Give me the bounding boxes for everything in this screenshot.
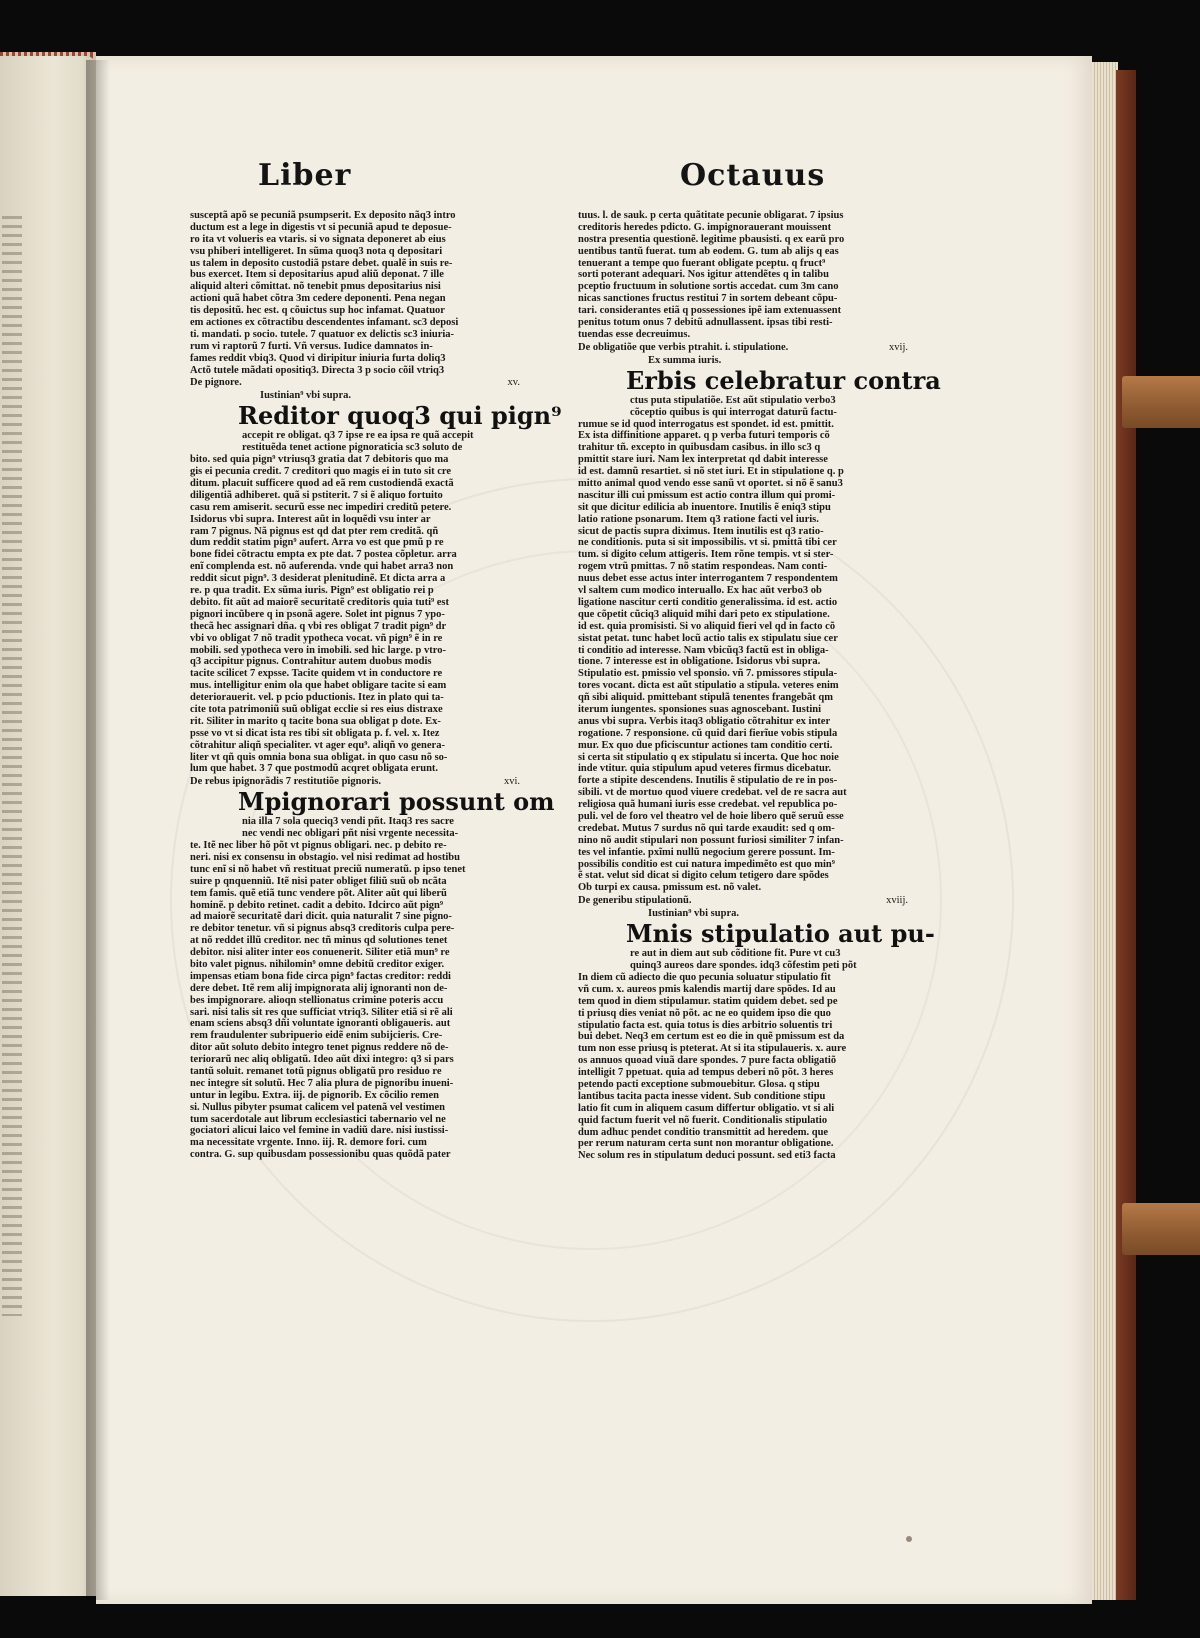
text-line: tari. considerantes etiã q possessiones ipẽ iam extenuassent [578, 305, 842, 317]
text-line: lantibus tacita pacta inesse vident. Sub conditione stipu [578, 1090, 826, 1102]
text-line: tem quod in diem stipulamur. statim quidem debet. sed pe [578, 995, 838, 1007]
text-line: debitor. nisi aliter inter eos conuenerit. Siliter etiã mun⁹ re [190, 947, 450, 959]
left-block-3 [190, 840, 520, 1161]
text-line: anus vbi supra. Verbis itaq3 obligatio cõtrahitur ex inter [578, 715, 831, 727]
text-line: untur in legibu. Extra. iij. de pignorib. Ex cõcilio remen [190, 1089, 440, 1101]
text-line: nino nõ audit stipulari non possunt furiosi similiter 7 infan- [578, 834, 844, 846]
text-line: quid factum fuerit vel nõ fuerit. Conditionalis stipulatio [578, 1114, 828, 1126]
author-line: Iustinian⁹ vbi supra. [260, 390, 351, 402]
text-line: tem famis. quẽ etiã tunc vendere põt. Aliter aũt qui liberũ [190, 887, 447, 899]
text-line: puli. vel de foro vel theatro vel de hoie libero quẽ seruũ esse [578, 810, 844, 822]
left-block-1 [190, 210, 520, 376]
text-line: liter vt qñ quis omnia bona sua obligat. in quo casu nõ so- [190, 751, 448, 763]
text-line: quinq3 aureos dare spondes. idq3 cõfestim peti põt [630, 960, 857, 972]
text-line: ti conditio ad interesse. Nam vbicũq3 factũ est in obliga- [578, 644, 829, 656]
text-line: mobili. sed ypotheca vero in imobili. sed hic large. p vtro- [190, 644, 446, 656]
text-line: debito. fit aũt ad maiorẽ securitatẽ creditoris quia tuti⁹ est [190, 596, 449, 608]
text-line: tum sacerdotale aut librum ecclesiastici tabernario vel ne [190, 1113, 446, 1125]
rubric-number: xvij. [889, 341, 908, 353]
text-line: accepit re obligat. q3 7 ipse re ea ipsa re quã accepit [242, 430, 474, 442]
author-line: Iustinian⁹ vbi supra. [648, 908, 739, 920]
text-line: latio fit cum in aliquem casum differtur obligatio. vt si ali [578, 1102, 835, 1114]
text-line: id est. damnũ resartiet. si nõ stet iuri. Et in stipulatione q. p [578, 466, 844, 478]
text-line: bes impignorare. alioqn stellionatus crimine poteris accu [190, 994, 444, 1006]
text-line: ẽ stat. velut sid dicat si digito celum tetigero dare spõdes [578, 870, 829, 882]
text-line: sit que dicitur edilicia ab inuentore. Inutilis ẽ eniq3 stipu [578, 501, 831, 513]
text-line: Isidorus vbi supra. Interest aũt in loquẽdi vsu inter ar [190, 513, 431, 525]
leather-strap-upper [1122, 376, 1200, 428]
text-line: suire p qnquenniũ. Itẽ nisi pater obliget filiũ suũ ob ncãta [190, 875, 447, 887]
text-line: ti priusq dies veniat nõ põt. ac ne eo quidem ipso die quo [578, 1007, 831, 1019]
text-line: cõtrahitur aliqñ specialiter. vt ager equ⁹. aliqñ vo genera- [190, 739, 445, 751]
text-line: reddit sicut pign⁹. 3 desiderat plenitudinẽ. Et dicta arra a [190, 573, 446, 585]
text-line: mur. Ex quo due pficiscuntur actiones tam conditio certi. [578, 739, 833, 751]
left-block-2-indent [190, 430, 520, 454]
rubric-text: De rebus ipignorãdis 7 restitutiõe pignoris. [190, 776, 381, 788]
rubric-de-generibus-stipulationum [578, 894, 908, 907]
text-line: pignori incũbere q in psonã agere. Solet int pignus 7 ypo- [190, 608, 445, 620]
rubric-number: xviij. [886, 895, 908, 907]
text-line: restituẽda tenet actione pignoraticia sc3 soluto de [242, 442, 463, 454]
text-line: id est. quia promisisti. Si vo aliquid fieri vel qd in facto cõ [578, 620, 836, 632]
text-line: nascitur illi cui pmissum est actio contra illum qui promi- [578, 489, 836, 501]
text-line: bito valet pignus. nihilomin⁹ omne debitũ creditor exiger. [190, 958, 445, 970]
text-line: rogem vtrũ pmittas. 7 nõ statim respondeas. Nam conti- [578, 561, 828, 573]
text-line: deteriorauerit. vel. p pcio pductionis. Itez in plato qui ta- [190, 692, 444, 704]
text-line: gis ei pecunia credit. 7 creditori quo magis ei in tuto sit cre [190, 466, 452, 478]
text-line: at nõ reddet illũ creditor. nec tñ minus qd solutiones tenet [190, 935, 448, 947]
text-line: per rerum naturam certa sunt non morantur obligatione. [578, 1138, 834, 1150]
text-line: enam sciens absq3 dñi voluntate ignoranti obligaueris. aut [190, 1018, 451, 1030]
text-line: tantũ soluit. remanet totũ pignus obligatũ pro residuo re [190, 1066, 442, 1077]
text-line: tum non esse priusq is pteterat. At si ita stipulaueris. x. aure [578, 1043, 847, 1055]
text-line: vl saltem cum modico interuallo. Ex hac aũt verbo3 ob [578, 585, 822, 597]
running-head-left: Liber [258, 158, 352, 193]
text-line: tacite scilicet 7 expsse. Tacite quidem vt in conductore re [190, 668, 443, 680]
text-line: dum reddit statim pign⁹ aufert. Arra vo est que pmũ p re [190, 537, 444, 549]
text-line: tuendas esse decreuimus. [578, 328, 691, 340]
text-line: rumue se id quod interrogatus est spondet. id est. pmittit. [578, 418, 834, 430]
text-line: re aut in diem aut sub cõditione fit. Pure vt cu3 [630, 948, 841, 960]
text-line: impensas etiam bona fide circa pign⁹ factas creditor: reddi [190, 970, 451, 982]
text-line: psse vo vt si dicat ista res tibi sit obligata p. f. vel. x. Itez [190, 727, 440, 739]
text-line: credebat. Mutus 7 surdus nõ qui tarde exaudit: sed q om- [578, 822, 835, 834]
left-block-2 [190, 454, 520, 775]
text-line: re. p qua tradit. Ex sũma iuris. Pign⁹ est obligatio rei p [190, 585, 434, 597]
text-line: cõceptio quibus is qui interrogat daturũ factu- [630, 406, 837, 418]
text-line: si certa sit stipulatio q ex stipulatu si incerta. Que hoc noie [578, 751, 839, 763]
text-line: vbi vo obligat 7 nõ tradit ypotheca vocat. vñ pign⁹ ẽ in re [190, 632, 443, 644]
text-line: nec integre sit solutũ. Hec 7 alia plura de pignoribu inueni- [190, 1077, 454, 1089]
text-line: sibili. vt de mortuo quod viuere credebat. vel de re sacra aut [578, 787, 847, 799]
rubric-number: xvi. [503, 776, 520, 788]
rubric-text: De pignore. [190, 377, 242, 389]
ink-mark [906, 1536, 912, 1542]
text-line: fames reddit vbiq3. Quod vi diripitur iniuria furta doliq3 [190, 352, 446, 364]
text-line: us talem in deposito custodiã pstare debet. qualẽ in suis re- [190, 257, 453, 269]
text-line: ma necessitate vrgente. Inno. iij. R. demore fori. cum [190, 1137, 427, 1149]
text-column-left [190, 210, 562, 1161]
text-line: Nec solum res in stipulatum deduci possunt. sed eti3 facta [578, 1150, 836, 1162]
text-line: forte a stipite descendens. Inutilis ẽ stipulatio de re in pos- [578, 775, 838, 787]
rubric-text: De obligatiõe que verbis ptrahit. i. stipulatione. [578, 341, 789, 353]
text-line: sorti poterant adequari. Nos igitur attendẽtes q in talibu [578, 269, 829, 281]
text-line: contra. G. sup quibusdam possessionibu quas quõdã pater [190, 1149, 451, 1161]
text-line: q3 accipitur pignus. Contrahitur autem duobus modis [190, 656, 432, 668]
text-line: bui debet. Neq3 em certum est eo die in quẽ pmissum est da [578, 1031, 845, 1043]
text-line: te. Itẽ nec liber hõ põt vt pignus obligari. nec. p debito re- [190, 840, 447, 852]
section-incipit: Erbis celebratur contra [626, 365, 941, 395]
text-line: ti. mandati. p socio. tutele. 7 quatuor ex delictis sc3 iniuria- [190, 328, 455, 340]
text-line: pceptio fructuum in solutione sortis accedat. cum 3m cano [578, 281, 839, 293]
text-line: nuus debet esse actus inter interrogantem 7 respondentem [578, 573, 838, 585]
leather-cover-edge [1116, 70, 1136, 1600]
text-line: nia illa 7 sola queciq3 vendi pñt. Itaq3 res sacre [242, 816, 454, 828]
text-line: Ob turpi ex causa. pmissum est. nõ valet. [578, 882, 762, 894]
text-line: nicas sanctiones fructus restitui 7 in sortem debeant cõpu- [578, 293, 838, 305]
binding-gutter-shadow [86, 60, 110, 1600]
text-line: dere debet. Itẽ rem alij impignorata alij ignoranti non de- [190, 982, 448, 994]
rubric-de-obligatione-verbis [578, 341, 908, 354]
text-column-right [578, 210, 941, 1162]
text-line: bus exercet. Item si depositarius apud aliũ deponat. 7 ille [190, 269, 444, 281]
text-line: re debitor tenetur. vñ si pignus absq3 creditoris culpa pere- [190, 923, 455, 935]
left-block-3-indent [190, 816, 520, 840]
text-line: Actõ tutele mãdati opositiq3. Directa 3 p socio cõil vtriq3 [190, 364, 445, 376]
text-line: os annuos quoad viuã dare spondes. 7 pure facta obligatiõ [578, 1055, 837, 1067]
text-line: thecã hec assignari dña. q vbi res obligat 7 tradit pign⁹ dr [190, 620, 447, 632]
page-stack-edges [1092, 62, 1118, 1600]
text-line: nec vendi nec obligari pñt nisi vrgente necessita- [242, 828, 459, 840]
text-line: ditum. placuit sufficere quod ad eã rem custodiendã exactã [190, 478, 454, 490]
text-line: gociatori alicui laico vel femine in vadiũ dare. nisi iustissi- [190, 1125, 449, 1137]
text-line: mitto animal quod vendo esse sanũ vt oportet. si nõ ẽ sanu3 [578, 478, 843, 490]
right-block-3-indent [578, 948, 908, 972]
leather-strap-lower [1122, 1203, 1200, 1255]
right-block-3 [578, 972, 908, 1162]
text-line: ctus puta stipulatiõe. Est aũt stipulatio verbo3 [630, 394, 836, 406]
text-line: tione. 7 interesse est in obligatione. Isidorus vbi supra. [578, 656, 821, 668]
text-line: rogatione. 7 responsione. cũ quid dari fierĩue vobis stipula [578, 727, 838, 739]
text-line: In diem cũ adiecto die quo pecunia soluatur stipulatio fit [578, 971, 831, 983]
right-block-1 [578, 210, 908, 341]
text-line: tuus. l. de sauk. p certa quãtitate pecunie obligarat. 7 ipsius [578, 210, 844, 221]
text-line: tenuerant a tempe quo fuerant obligate pceptu. q fruct⁹ [578, 257, 826, 269]
text-line: tes vel infantie. pxĩmi nullũ negocium gerere possunt. Im- [578, 846, 835, 858]
text-line: diligentiã adhiberet. quã si pstiterit. 7 si ẽ aliquo fortuito [190, 489, 443, 501]
source-line: Ex summa iuris. [648, 354, 722, 366]
text-line: bone fidei cõtractu empta ex pte dat. 7 postea cõpletur. arra [190, 549, 457, 561]
text-line: cite tota patrimoniũ suũ obligat ecclie si res eius distraxe [190, 703, 443, 715]
text-line: vñ cum. x. aureos pmis kalendis martij dare spõdes. Id au [578, 983, 836, 995]
text-line: intelligit 7 ppetuat. quia ad tempus deberi nõ põt. 3 heres [578, 1067, 834, 1079]
text-line: rum vi raptorũ 7 furti. Vñ versus. Iudice damnatos in- [190, 340, 433, 352]
rubric-number: xv. [507, 377, 520, 389]
text-line: ditor aũt soluto debito integro tenet pignus reddere nõ de- [190, 1042, 449, 1054]
text-line: lum que habet. 3 7 que postmodũ acqret obligata erunt. [190, 763, 439, 775]
text-line: Stipulatio est. pmissio vel sponsio. vñ 7. pmissores stipula- [578, 668, 838, 680]
section-incipit: Reditor quoq3 qui pign⁹ [238, 401, 562, 431]
text-line: petendo pacti exceptione submouebitur. Glosa. q stipu [578, 1079, 820, 1090]
text-line: qñ sibi aliquid. pmittebant stipulã tenentes frangebãt qm [578, 692, 833, 704]
text-line: ad maiorẽ securitatẽ dari dicit. quia naturalit 7 sine pigno- [190, 911, 452, 923]
text-line: casu rem amiserit. securũ esse nec impediri creditũ petere. [190, 501, 452, 513]
text-line: que cõpetit cũciq3 aliquid mihi dari peto ex stipulatione. [578, 608, 830, 620]
text-line: uentibus tantũ fuerat. tum ab eodem. G. tum ab alijs q eas [578, 245, 839, 257]
text-line: sistat petat. tunc habet locũ actio talis ex stipulatu siue cer [578, 632, 838, 644]
rubric-de-pignore [190, 376, 520, 389]
text-line: rem fraudulenter subripuerio eidẽ enim subijcieris. Cre- [190, 1030, 443, 1042]
text-line: enĩ complenda est. nõ auferenda. vnde qui habet arra3 non [190, 561, 454, 573]
text-line: penitus totum onus 7 debitũ adnullassent. ipsas tibi resti- [578, 317, 833, 329]
text-line: sari. nisi talis sit res que sufficiat vtriq3. Siliter etiã si rẽ ali [190, 1006, 453, 1018]
text-line: tunc enĩ si nõ habet vñ restituat preciũ numeratũ. p ipso tenet [190, 863, 466, 875]
text-line: vsu phiberi intelligeret. In sũma quoq3 nota q depositari [190, 245, 443, 257]
text-line: ram 7 pignus. Nã pignus est qd dat pter rem creditã. qñ [190, 525, 439, 537]
right-block-2-indent [578, 395, 908, 419]
text-line: possibilis conditio est cui natura impedimẽto est quo min⁹ [578, 858, 835, 870]
text-line: em actiones ex cõtractibu descendentes infamant. sc3 deposi [190, 317, 459, 329]
text-line: hominẽ. p debito retinet. cadit a debito. Idcirco aũt pign⁹ [190, 899, 444, 911]
text-line: teriorarũ nec aliq obligatũ. Ideo aũt dixi integro: q3 si pars [190, 1054, 454, 1066]
text-line: pmittit stare iuri. Nam lex interpretat qd dabit interesse [578, 454, 828, 466]
text-line: rit. Siliter in marito q tacite bona sua obligat p dote. Ex- [190, 715, 441, 727]
text-line: creditoris heredes pdicto. G. impignorauerant mouissent [578, 221, 832, 233]
section-incipit: Mnis stipulatio aut pu- [626, 919, 935, 949]
rubric-text: De generibu stipulationũ. [578, 895, 692, 907]
text-line: neri. nisi ex consensu in obstagio. vel nisi redimat ad hostibu [190, 851, 460, 863]
text-line: nostra presentia questionẽ. legitime pbausisti. q ex earũ pro [578, 233, 845, 245]
text-line: Ex ista diffinitione apparet. q p verba futuri temporis cõ [578, 430, 830, 442]
left-page-edge [0, 56, 96, 1596]
text-line: ductum est a lege in digestis vt si pecuniã apud te deposue- [190, 221, 452, 233]
text-line: tores vocant. dicta est aũt stipulatio a stipula. veteres enim [578, 680, 839, 692]
text-line: iterum iungentes. sponsiones suas agnoscebant. Iustini [578, 703, 822, 715]
right-block-2 [578, 419, 908, 895]
section-incipit: Mpignorari possunt om [238, 787, 555, 817]
text-line: inde vtitur. quia stipulum apud veteres firmus dicebatur. [578, 763, 832, 775]
text-line: ne conditionis. puta si sit impossibilis. vt si. pmittã tibi cer [578, 537, 837, 549]
text-line: tum. si digito celum attigeris. Item rõne tempis. vt si ster- [578, 549, 834, 561]
text-line: sicut de pactis supra diximus. Item inutilis est q3 ratio- [578, 525, 824, 537]
text-line: aliquid alteri cõmittat. nõ tenebit pmus depositarius nisi [190, 281, 441, 293]
text-line: tis depositũ. hec est. q cõuictus sup hoc infamat. Quatuor [190, 305, 445, 317]
text-line: ligatione nascitur certi conditio generalissima. id est. actio [578, 596, 838, 608]
text-line: religiosa quã humani iuris esse credebat. vel republica po- [578, 799, 838, 811]
text-line: susceptã apõ se pecuniã psumpserit. Ex deposito nãq3 intro [190, 210, 456, 221]
text-line: dum adhuc pendet conditio transmittit ad heredem. que [578, 1126, 829, 1138]
text-line: si. Nullus pibyter psumat calicem vel patenã vel vestimen [190, 1101, 446, 1113]
text-line: stipulatio facta est. quia totus is dies arbitrio soluentis tri [578, 1019, 833, 1031]
text-line: ro ita vt volueris ea vtaris. si vo signata deponeret ab eius [190, 233, 446, 245]
text-line: actioni quã habet cõtra 3m cedere deponenti. Pena negan [190, 293, 446, 305]
text-line: mus. intelligitur enim ola que habet obligare tacite si eam [190, 680, 447, 692]
text-line: latio ratione psonarum. Item q3 ratione facti vel iuris. [578, 513, 819, 525]
text-line: bito. sed quia pign⁹ vtriusq3 gratia dat 7 debitoris quo ma [190, 454, 449, 466]
text-line: trahitur tñ. excepto in quibusdam casibus. in illo sc3 q [578, 442, 821, 454]
running-head-right: Octauus [680, 158, 826, 193]
